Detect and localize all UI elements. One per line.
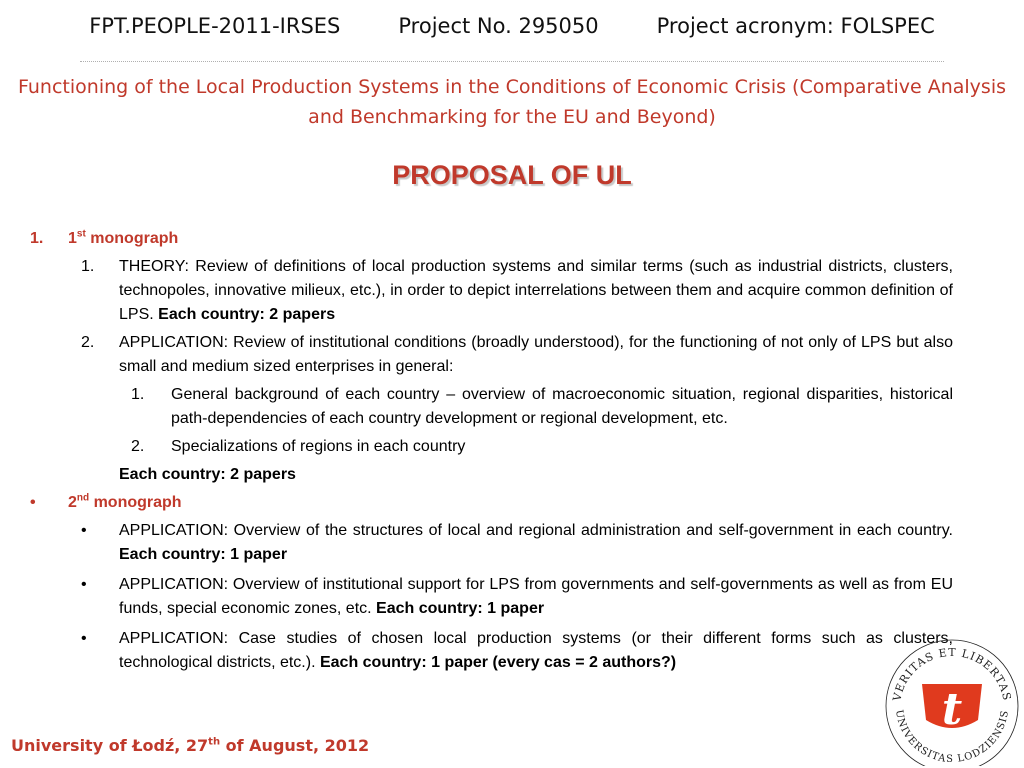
item-text: Specializations of regions in each country bbox=[171, 438, 466, 455]
item-emphasis: Each country: 1 paper bbox=[376, 600, 545, 617]
item-text: THEORY: Review of definitions of local production systems and similar terms (such as industrial districts, clusters, technopoles, innovative milieux, etc.), in order to depict interrelations between them and acquire common definition of LPS. bbox=[119, 258, 953, 323]
seal-bottom-text: UNIVERSITAS LODZIENSIS bbox=[893, 709, 1011, 766]
seal-top-text: VERITAS ET LIBERTAS bbox=[890, 645, 1014, 703]
item-marker: 1. bbox=[81, 258, 95, 275]
item-text: APPLICATION: Overview of the structures of local and regional administration and self-government in each country. bbox=[119, 522, 953, 539]
item-emphasis: Each country: 2 papers bbox=[158, 306, 336, 323]
ordinal-suffix: st bbox=[76, 228, 86, 240]
sub-list-item bbox=[30, 383, 953, 431]
bullet-marker: • bbox=[81, 522, 87, 539]
list-item bbox=[30, 627, 953, 675]
item-text: APPLICATION: Overview of institutional support for LPS from governments and self-governments as well as from EU funds, special economic zones, etc. bbox=[119, 576, 953, 617]
list-item bbox=[30, 573, 953, 621]
section-marker: • bbox=[30, 494, 36, 511]
item-text: General background of each country – overview of macroeconomic situation, regional disparities, historical path-dependencies of each country development or regional development, etc. bbox=[171, 386, 953, 427]
footer-text: University of Łodź, 27 bbox=[11, 736, 209, 755]
item-emphasis: Each country: 1 paper bbox=[119, 546, 288, 563]
section-number: 1 bbox=[68, 230, 77, 247]
list-item bbox=[30, 331, 953, 379]
section-marker: 1. bbox=[30, 230, 44, 247]
sub-list-item bbox=[30, 435, 953, 459]
university-seal-logo bbox=[882, 636, 1022, 766]
footer-date bbox=[11, 736, 369, 755]
section-heading-1 bbox=[30, 227, 953, 251]
header-divider bbox=[80, 61, 944, 62]
section-number: 2 bbox=[68, 494, 77, 511]
list-item bbox=[30, 255, 953, 327]
header-bar bbox=[0, 14, 1024, 38]
list-item bbox=[30, 519, 953, 567]
program-code: FPT.PEOPLE-2011-IRSES bbox=[89, 14, 341, 38]
item-text: APPLICATION: Case studies of chosen local production systems (or their different forms such as clusters, technological districts, etc.). bbox=[119, 630, 953, 671]
project-acronym: Project acronym: FOLSPEC bbox=[656, 14, 935, 38]
seal-letter: t bbox=[941, 684, 963, 735]
item-text: APPLICATION: Review of institutional conditions (broadly understood), for the functioning of not only of LPS but also small and medium sized enterprises in general: bbox=[119, 334, 953, 375]
ordinal-suffix: th bbox=[208, 736, 221, 748]
bullet-marker: • bbox=[81, 630, 87, 647]
section-note: Each country: 2 papers bbox=[119, 466, 296, 483]
bullet-marker: • bbox=[81, 576, 87, 593]
item-marker: 1. bbox=[131, 386, 145, 403]
footer-text-end: of August, 2012 bbox=[220, 736, 370, 755]
item-marker: 2. bbox=[131, 438, 145, 455]
item-marker: 2. bbox=[81, 334, 95, 351]
project-number: Project No. 295050 bbox=[398, 14, 599, 38]
project-subtitle: Functioning of the Local Production Systems in the Conditions of Economic Crisis (Comparative Analysis and Benchmarking for the EU and Beyond) bbox=[18, 76, 1006, 128]
item-emphasis: Each country: 1 paper (every cas = 2 authors?) bbox=[319, 654, 677, 671]
section-label: monograph bbox=[90, 230, 179, 247]
section-heading-2 bbox=[30, 491, 953, 515]
section-label: monograph bbox=[93, 494, 182, 511]
ordinal-suffix: nd bbox=[76, 492, 90, 504]
proposal-title: PROPOSAL OF UL bbox=[392, 160, 632, 190]
proposal-content bbox=[30, 227, 953, 679]
